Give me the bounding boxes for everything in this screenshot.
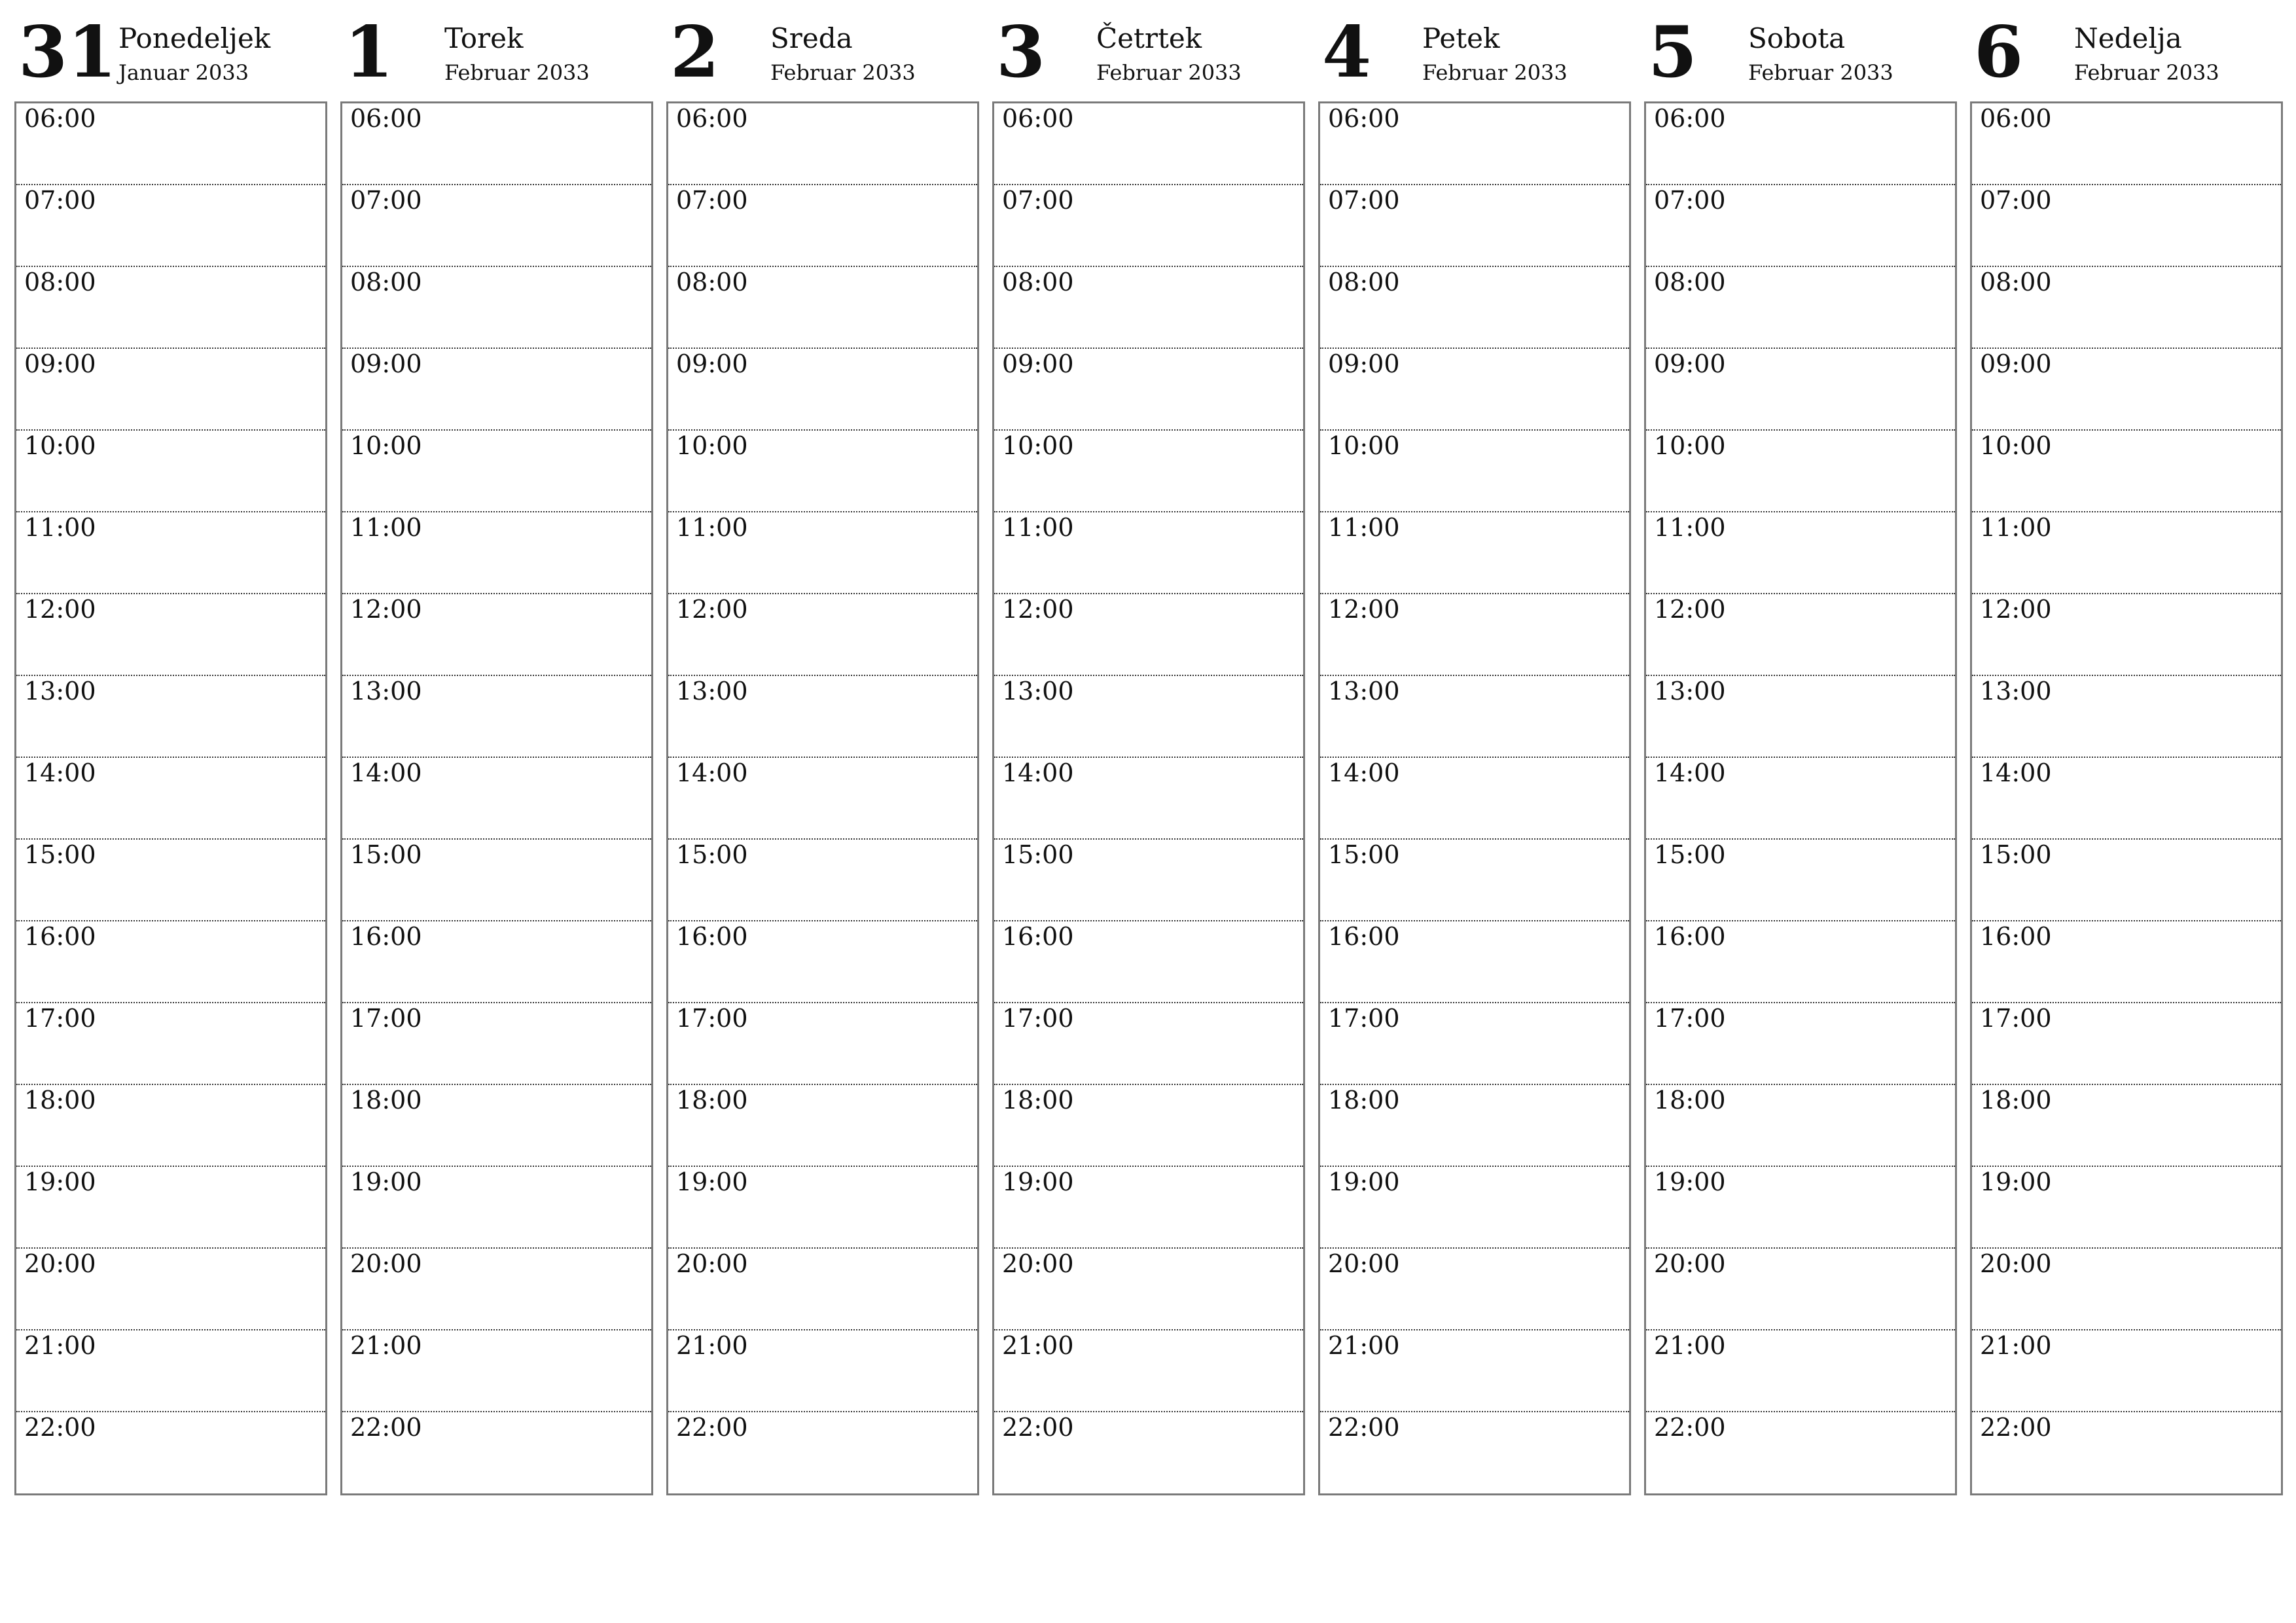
time-label: 11:00 xyxy=(1002,513,1074,542)
time-label: 12:00 xyxy=(1980,595,2052,624)
time-slot[interactable] xyxy=(1972,1412,2281,1493)
time-label: 17:00 xyxy=(1328,1004,1400,1033)
time-slot[interactable] xyxy=(1972,921,2281,1003)
time-label: 17:00 xyxy=(1980,1004,2052,1033)
time-label: 09:00 xyxy=(1328,349,1400,378)
time-slot[interactable] xyxy=(668,103,977,185)
time-label: 13:00 xyxy=(1328,677,1400,705)
time-slot[interactable] xyxy=(994,431,1303,512)
day-schedule-box xyxy=(1970,101,2283,1495)
day-header xyxy=(340,13,653,101)
time-slot[interactable] xyxy=(16,431,325,512)
time-slot[interactable] xyxy=(1646,512,1955,594)
time-label: 16:00 xyxy=(1980,922,2052,951)
time-label: 08:00 xyxy=(1328,268,1400,296)
time-label: 12:00 xyxy=(1328,595,1400,624)
time-label: 20:00 xyxy=(24,1249,96,1278)
time-label: 10:00 xyxy=(1328,431,1400,460)
time-slot[interactable] xyxy=(1320,1330,1629,1412)
time-label: 20:00 xyxy=(676,1249,748,1278)
time-label: 19:00 xyxy=(1002,1168,1074,1196)
time-slot[interactable] xyxy=(668,758,977,840)
time-label: 09:00 xyxy=(1002,349,1074,378)
time-slot[interactable] xyxy=(994,103,1303,185)
time-label: 08:00 xyxy=(1654,268,1726,296)
day-column xyxy=(992,13,1305,1499)
day-name: Ponedeljek xyxy=(118,22,271,54)
time-label: 20:00 xyxy=(1002,1249,1074,1278)
time-slot[interactable] xyxy=(16,1412,325,1493)
time-slot[interactable] xyxy=(1972,267,2281,349)
time-label: 21:00 xyxy=(1328,1331,1400,1360)
time-slot[interactable] xyxy=(994,1249,1303,1330)
time-slot[interactable] xyxy=(16,921,325,1003)
time-slot[interactable] xyxy=(1646,758,1955,840)
time-label: 22:00 xyxy=(1328,1413,1400,1442)
day-number: 2 xyxy=(670,11,720,94)
time-slot[interactable] xyxy=(994,1412,1303,1493)
time-label: 20:00 xyxy=(1654,1249,1726,1278)
day-name: Sobota xyxy=(1748,22,1846,54)
time-slot[interactable] xyxy=(668,921,977,1003)
time-slot[interactable] xyxy=(1646,103,1955,185)
time-label: 08:00 xyxy=(1980,268,2052,296)
time-slot[interactable] xyxy=(994,676,1303,758)
month-year: Januar 2033 xyxy=(118,60,249,85)
time-slot[interactable] xyxy=(1972,349,2281,431)
time-slot[interactable] xyxy=(1320,921,1629,1003)
time-slot[interactable] xyxy=(994,1085,1303,1167)
time-slot[interactable] xyxy=(1646,1249,1955,1330)
time-label: 11:00 xyxy=(1980,513,2052,542)
time-slot[interactable] xyxy=(1320,267,1629,349)
time-slot[interactable] xyxy=(342,758,651,840)
day-column xyxy=(1970,13,2283,1499)
time-label: 07:00 xyxy=(1654,186,1726,215)
time-slot[interactable] xyxy=(342,1249,651,1330)
time-slot[interactable] xyxy=(16,267,325,349)
time-slot[interactable] xyxy=(342,512,651,594)
time-label: 12:00 xyxy=(350,595,422,624)
time-label: 20:00 xyxy=(1980,1249,2052,1278)
time-slot[interactable] xyxy=(342,921,651,1003)
time-label: 22:00 xyxy=(1980,1413,2052,1442)
time-slot[interactable] xyxy=(1320,594,1629,676)
time-slot[interactable] xyxy=(16,676,325,758)
time-slot[interactable] xyxy=(16,840,325,921)
time-slot[interactable] xyxy=(1972,103,2281,185)
time-slot[interactable] xyxy=(342,676,651,758)
time-label: 13:00 xyxy=(1980,677,2052,705)
time-label: 17:00 xyxy=(1002,1004,1074,1033)
time-label: 22:00 xyxy=(1654,1413,1726,1442)
time-label: 13:00 xyxy=(1654,677,1726,705)
time-label: 15:00 xyxy=(1654,840,1726,869)
time-label: 07:00 xyxy=(350,186,422,215)
month-year: Februar 2033 xyxy=(1748,60,1893,85)
time-slot[interactable] xyxy=(994,349,1303,431)
time-slot[interactable] xyxy=(668,512,977,594)
time-label: 12:00 xyxy=(1654,595,1726,624)
time-slot[interactable] xyxy=(16,1085,325,1167)
time-slot[interactable] xyxy=(1320,512,1629,594)
month-year: Februar 2033 xyxy=(444,60,590,85)
day-number: 1 xyxy=(344,11,394,94)
time-label: 10:00 xyxy=(1654,431,1726,460)
time-label: 09:00 xyxy=(676,349,748,378)
time-slot[interactable] xyxy=(994,1167,1303,1249)
time-slot[interactable] xyxy=(16,1167,325,1249)
time-label: 16:00 xyxy=(24,922,96,951)
time-label: 18:00 xyxy=(1654,1086,1726,1115)
time-label: 07:00 xyxy=(676,186,748,215)
time-label: 19:00 xyxy=(1654,1168,1726,1196)
time-slot[interactable] xyxy=(1320,840,1629,921)
time-label: 15:00 xyxy=(1328,840,1400,869)
time-slot[interactable] xyxy=(16,1003,325,1085)
time-label: 14:00 xyxy=(1328,758,1400,787)
time-slot[interactable] xyxy=(668,1249,977,1330)
time-label: 18:00 xyxy=(1328,1086,1400,1115)
time-slot[interactable] xyxy=(994,594,1303,676)
time-slot[interactable] xyxy=(342,1412,651,1493)
time-label: 14:00 xyxy=(676,758,748,787)
time-slot[interactable] xyxy=(16,594,325,676)
time-label: 18:00 xyxy=(24,1086,96,1115)
time-slot[interactable] xyxy=(1972,1330,2281,1412)
day-name: Sreda xyxy=(770,22,853,54)
time-slot[interactable] xyxy=(1646,431,1955,512)
time-label: 22:00 xyxy=(24,1413,96,1442)
time-slot[interactable] xyxy=(994,840,1303,921)
day-number: 6 xyxy=(1974,11,2024,94)
time-slot[interactable] xyxy=(1972,840,2281,921)
time-slot[interactable] xyxy=(1646,1330,1955,1412)
time-slot[interactable] xyxy=(1646,185,1955,267)
time-label: 11:00 xyxy=(1328,513,1400,542)
time-slot[interactable] xyxy=(342,840,651,921)
time-label: 07:00 xyxy=(1328,186,1400,215)
time-label: 17:00 xyxy=(24,1004,96,1033)
time-slot[interactable] xyxy=(668,1085,977,1167)
time-label: 15:00 xyxy=(676,840,748,869)
time-label: 21:00 xyxy=(24,1331,96,1360)
day-column xyxy=(14,13,327,1499)
time-label: 07:00 xyxy=(1002,186,1074,215)
time-slot[interactable] xyxy=(668,267,977,349)
day-column xyxy=(340,13,653,1499)
time-slot[interactable] xyxy=(1320,1249,1629,1330)
time-slot[interactable] xyxy=(1972,185,2281,267)
time-label: 21:00 xyxy=(350,1331,422,1360)
time-label: 10:00 xyxy=(1002,431,1074,460)
time-slot[interactable] xyxy=(668,676,977,758)
time-slot[interactable] xyxy=(1646,1167,1955,1249)
time-slot[interactable] xyxy=(1320,1085,1629,1167)
time-slot[interactable] xyxy=(16,103,325,185)
time-label: 16:00 xyxy=(1654,922,1726,951)
time-label: 19:00 xyxy=(24,1168,96,1196)
time-label: 19:00 xyxy=(1328,1168,1400,1196)
time-label: 17:00 xyxy=(676,1004,748,1033)
time-label: 13:00 xyxy=(24,677,96,705)
time-slot[interactable] xyxy=(668,349,977,431)
time-slot[interactable] xyxy=(668,594,977,676)
time-slot[interactable] xyxy=(1320,1003,1629,1085)
day-number: 31 xyxy=(18,11,117,94)
time-label: 21:00 xyxy=(1002,1331,1074,1360)
time-label: 06:00 xyxy=(676,104,748,133)
time-slot[interactable] xyxy=(342,1330,651,1412)
time-label: 15:00 xyxy=(1002,840,1074,869)
time-slot[interactable] xyxy=(1972,758,2281,840)
month-year: Februar 2033 xyxy=(2074,60,2219,85)
time-slot[interactable] xyxy=(16,1330,325,1412)
time-label: 18:00 xyxy=(1980,1086,2052,1115)
time-slot[interactable] xyxy=(1972,431,2281,512)
weekly-planner xyxy=(14,13,2283,1499)
time-slot[interactable] xyxy=(342,267,651,349)
time-label: 12:00 xyxy=(1002,595,1074,624)
day-name: Petek xyxy=(1422,22,1500,54)
time-slot[interactable] xyxy=(1646,676,1955,758)
time-slot[interactable] xyxy=(16,1249,325,1330)
day-number: 5 xyxy=(1648,11,1698,94)
time-label: 11:00 xyxy=(350,513,422,542)
time-slot[interactable] xyxy=(342,1003,651,1085)
time-slot[interactable] xyxy=(994,1330,1303,1412)
time-slot[interactable] xyxy=(668,1412,977,1493)
time-label: 14:00 xyxy=(24,758,96,787)
time-slot[interactable] xyxy=(342,431,651,512)
day-number: 3 xyxy=(996,11,1046,94)
time-label: 14:00 xyxy=(1654,758,1726,787)
time-label: 14:00 xyxy=(350,758,422,787)
time-slot[interactable] xyxy=(16,185,325,267)
time-label: 08:00 xyxy=(350,268,422,296)
time-slot[interactable] xyxy=(1320,349,1629,431)
day-schedule-box xyxy=(1644,101,1957,1495)
time-slot[interactable] xyxy=(1972,594,2281,676)
day-name: Nedelja xyxy=(2074,22,2182,54)
time-label: 07:00 xyxy=(1980,186,2052,215)
time-label: 09:00 xyxy=(1654,349,1726,378)
time-slot[interactable] xyxy=(1320,1412,1629,1493)
time-label: 13:00 xyxy=(350,677,422,705)
day-number: 4 xyxy=(1322,11,1372,94)
day-column xyxy=(1318,13,1631,1499)
day-header xyxy=(992,13,1305,101)
time-slot[interactable] xyxy=(994,758,1303,840)
time-slot[interactable] xyxy=(342,1085,651,1167)
time-label: 22:00 xyxy=(676,1413,748,1442)
time-slot[interactable] xyxy=(342,1167,651,1249)
time-label: 09:00 xyxy=(24,349,96,378)
time-label: 17:00 xyxy=(350,1004,422,1033)
time-slot[interactable] xyxy=(1320,185,1629,267)
time-label: 09:00 xyxy=(350,349,422,378)
time-label: 08:00 xyxy=(676,268,748,296)
time-label: 21:00 xyxy=(676,1331,748,1360)
time-slot[interactable] xyxy=(1972,1085,2281,1167)
day-header xyxy=(1318,13,1631,101)
time-label: 11:00 xyxy=(24,513,96,542)
day-header xyxy=(1644,13,1957,101)
time-label: 06:00 xyxy=(1328,104,1400,133)
time-label: 16:00 xyxy=(350,922,422,951)
time-label: 09:00 xyxy=(1980,349,2052,378)
day-column xyxy=(666,13,979,1499)
time-slot[interactable] xyxy=(1320,431,1629,512)
time-slot[interactable] xyxy=(1320,758,1629,840)
day-name: Četrtek xyxy=(1096,22,1202,54)
time-slot[interactable] xyxy=(1646,1085,1955,1167)
time-label: 13:00 xyxy=(676,677,748,705)
time-label: 18:00 xyxy=(1002,1086,1074,1115)
time-slot[interactable] xyxy=(1646,1412,1955,1493)
time-slot[interactable] xyxy=(994,185,1303,267)
time-label: 10:00 xyxy=(350,431,422,460)
time-label: 16:00 xyxy=(1002,922,1074,951)
time-slot[interactable] xyxy=(342,103,651,185)
time-slot[interactable] xyxy=(342,594,651,676)
time-label: 06:00 xyxy=(1002,104,1074,133)
time-label: 16:00 xyxy=(1328,922,1400,951)
time-label: 12:00 xyxy=(676,595,748,624)
time-label: 21:00 xyxy=(1654,1331,1726,1360)
time-label: 08:00 xyxy=(1002,268,1074,296)
day-schedule-box xyxy=(992,101,1305,1495)
time-slot[interactable] xyxy=(1972,1003,2281,1085)
time-slot[interactable] xyxy=(16,758,325,840)
time-label: 10:00 xyxy=(24,431,96,460)
time-slot[interactable] xyxy=(1646,840,1955,921)
time-label: 06:00 xyxy=(24,104,96,133)
month-year: Februar 2033 xyxy=(770,60,916,85)
time-label: 17:00 xyxy=(1654,1004,1726,1033)
time-slot[interactable] xyxy=(16,349,325,431)
time-slot[interactable] xyxy=(668,1167,977,1249)
time-label: 18:00 xyxy=(676,1086,748,1115)
time-label: 19:00 xyxy=(676,1168,748,1196)
day-name: Torek xyxy=(444,22,524,54)
time-slot[interactable] xyxy=(1646,1003,1955,1085)
time-label: 22:00 xyxy=(350,1413,422,1442)
time-label: 15:00 xyxy=(24,840,96,869)
time-slot[interactable] xyxy=(342,349,651,431)
time-label: 07:00 xyxy=(24,186,96,215)
time-slot[interactable] xyxy=(994,512,1303,594)
time-label: 16:00 xyxy=(676,922,748,951)
time-slot[interactable] xyxy=(1320,103,1629,185)
time-label: 19:00 xyxy=(1980,1168,2052,1196)
time-slot[interactable] xyxy=(1972,512,2281,594)
time-slot[interactable] xyxy=(994,921,1303,1003)
time-label: 21:00 xyxy=(1980,1331,2052,1360)
day-schedule-box xyxy=(14,101,327,1495)
time-label: 12:00 xyxy=(24,595,96,624)
time-slot[interactable] xyxy=(1646,921,1955,1003)
time-slot[interactable] xyxy=(668,1003,977,1085)
time-slot[interactable] xyxy=(1972,1167,2281,1249)
time-label: 22:00 xyxy=(1002,1413,1074,1442)
time-label: 15:00 xyxy=(1980,840,2052,869)
day-column xyxy=(1644,13,1957,1499)
day-header xyxy=(666,13,979,101)
month-year: Februar 2033 xyxy=(1422,60,1568,85)
time-label: 10:00 xyxy=(1980,431,2052,460)
day-schedule-box xyxy=(1318,101,1631,1495)
time-label: 19:00 xyxy=(350,1168,422,1196)
time-slot[interactable] xyxy=(668,185,977,267)
time-label: 11:00 xyxy=(1654,513,1726,542)
time-slot[interactable] xyxy=(668,1330,977,1412)
time-slot[interactable] xyxy=(1646,349,1955,431)
time-label: 06:00 xyxy=(1980,104,2052,133)
time-label: 11:00 xyxy=(676,513,748,542)
time-label: 13:00 xyxy=(1002,677,1074,705)
day-header xyxy=(14,13,327,101)
time-slot[interactable] xyxy=(1320,1167,1629,1249)
time-slot[interactable] xyxy=(994,1003,1303,1085)
day-schedule-box xyxy=(666,101,979,1495)
time-label: 08:00 xyxy=(24,268,96,296)
time-slot[interactable] xyxy=(1972,676,2281,758)
time-label: 20:00 xyxy=(350,1249,422,1278)
time-slot[interactable] xyxy=(16,512,325,594)
time-label: 14:00 xyxy=(1980,758,2052,787)
time-slot[interactable] xyxy=(994,267,1303,349)
time-slot[interactable] xyxy=(342,185,651,267)
time-label: 06:00 xyxy=(1654,104,1726,133)
time-label: 14:00 xyxy=(1002,758,1074,787)
day-schedule-box xyxy=(340,101,653,1495)
time-label: 15:00 xyxy=(350,840,422,869)
time-slot[interactable] xyxy=(1646,267,1955,349)
time-label: 18:00 xyxy=(350,1086,422,1115)
time-slot[interactable] xyxy=(1320,676,1629,758)
time-slot[interactable] xyxy=(1972,1249,2281,1330)
time-label: 06:00 xyxy=(350,104,422,133)
time-slot[interactable] xyxy=(668,840,977,921)
month-year: Februar 2033 xyxy=(1096,60,1242,85)
time-slot[interactable] xyxy=(1646,594,1955,676)
time-label: 10:00 xyxy=(676,431,748,460)
time-label: 20:00 xyxy=(1328,1249,1400,1278)
time-slot[interactable] xyxy=(668,431,977,512)
day-header xyxy=(1970,13,2283,101)
